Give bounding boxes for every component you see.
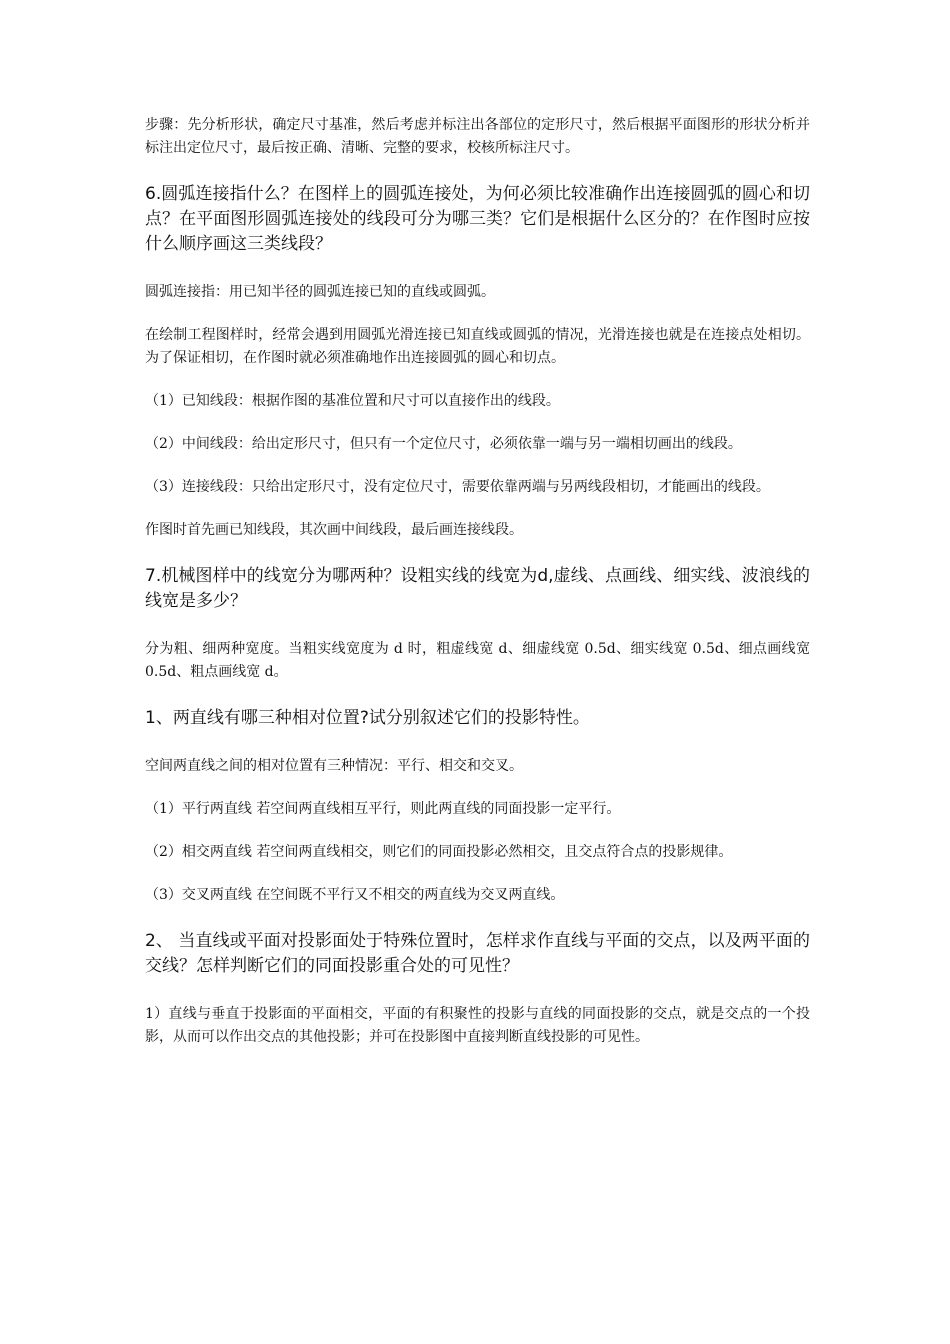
line-width-answer: 分为粗、细两种宽度。当粗实线宽度为 d 时，粗虚线宽 d、细虚线宽 0.5d、细实线宽 0.5d、细点画线宽 0.5d、粗点画线宽 d。 <box>145 641 810 680</box>
drawing-order-paragraph: 作图时首先画已知线段，其次画中间线段，最后画连接线段。 <box>145 522 523 538</box>
connecting-segment-item: （3）连接线段：只给出定形尺寸，没有定位尺寸，需要依靠两端与另两线段相切，才能画出的线段。 <box>145 479 770 495</box>
steps-paragraph: 步骤：先分析形状，确定尺寸基准，然后考虑并标注出各部位的定形尺寸，然后根据平面图形的形状分析并标注出定位尺寸，最后按正确、清晰、完整的要求，校核所标注尺寸。 <box>145 117 810 156</box>
middle-segment-item: （2）中间线段：给出定形尺寸，但只有一个定位尺寸，必须依靠一端与另一端相切画出的线段。 <box>145 436 742 452</box>
arc-connection-definition: 圆弧连接指：用已知半径的圆弧连接已知的直线或圆弧。 <box>145 284 495 300</box>
special-position-answer: 1）直线与垂直于投影面的平面相交，平面的有积聚性的投影与直线的同面投影的交点，就是交点的一个投影，从而可以作出交点的其他投影；并可在投影图中直接判断直线投影的可见性。 <box>145 1006 810 1045</box>
known-segment-item: （1）已知线段：根据作图的基准位置和尺寸可以直接作出的线段。 <box>145 393 560 409</box>
arc-connection-explanation: 在绘制工程图样时，经常会遇到用圆弧光滑连接已知直线或圆弧的情况，光滑连接也就是在连接点处相切。为了保证相切，在作图时就必须准确地作出连接圆弧的圆心和切点。 <box>145 327 810 366</box>
question-7-heading: 7.机械图样中的线宽分为哪两种？设粗实线的线宽为d,虚线、点画线、细实线、波浪线的线宽是多少？ <box>145 566 810 611</box>
skew-lines-item: （3）交叉两直线 在空间既不平行又不相交的两直线为交叉两直线。 <box>145 887 565 903</box>
parallel-lines-item: （1）平行两直线 若空间两直线相互平行，则此两直线的同面投影一定平行。 <box>145 801 621 817</box>
question-2-heading: 2、 当直线或平面对投影面处于特殊位置时，怎样求作直线与平面的交点，以及两平面的交线？怎样判断它们的同面投影重合处的可见性？ <box>145 931 810 976</box>
question-1-heading: 1、两直线有哪三种相对位置?试分别叙述它们的投影特性。 <box>145 708 590 728</box>
document-page <box>145 114 810 1049</box>
question-6-heading: 6.圆弧连接指什么？在图样上的圆弧连接处，为何必须比较准确作出连接圆弧的圆心和切点？在平面图形圆弧连接处的线段可分为哪三类？它们是根据什么区分的？在作图时应按什么顺序画这三类线段？ <box>145 184 810 254</box>
intersecting-lines-item: （2）相交两直线 若空间两直线相交，则它们的同面投影必然相交，且交点符合点的投影规律。 <box>145 844 733 860</box>
relative-position-intro: 空间两直线之间的相对位置有三种情况：平行、相交和交叉。 <box>145 758 523 774</box>
